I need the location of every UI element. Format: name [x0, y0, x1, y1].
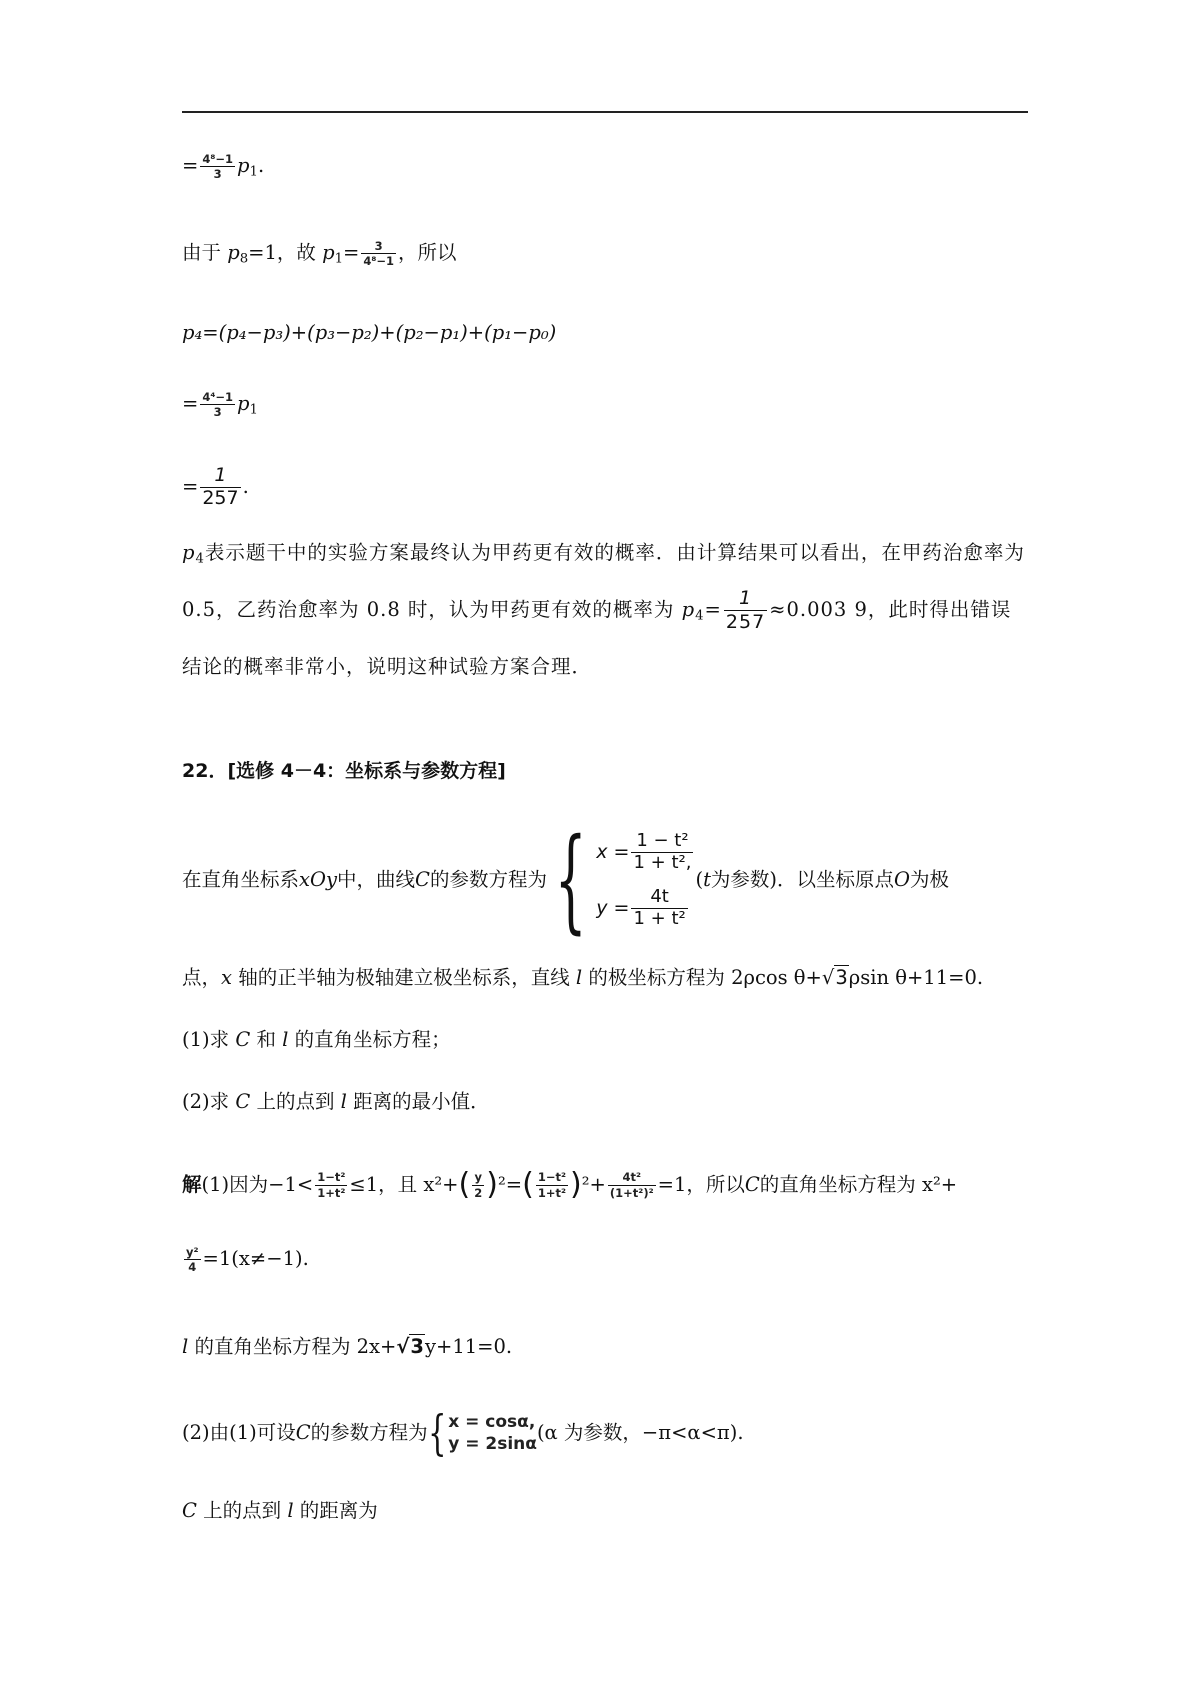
left-brace: {	[427, 1405, 447, 1461]
text: 的极坐标方程为 2ρcos θ+	[582, 966, 822, 989]
curve-c: C	[235, 1028, 251, 1051]
text: =1，故	[248, 241, 323, 264]
text: y+11=0.	[424, 1335, 513, 1358]
equals-sign: =	[182, 392, 199, 415]
radicand: 3	[835, 966, 848, 989]
y-equals: y =	[596, 897, 630, 919]
x-equals: x =	[596, 841, 630, 863]
equals-sign: =	[182, 154, 199, 177]
question-22-title	[182, 757, 506, 785]
text: 为极	[910, 868, 950, 891]
curve-c: C	[295, 1421, 311, 1444]
fraction	[472, 1171, 484, 1198]
fraction-numerator: 1	[200, 466, 240, 488]
text: 由于	[182, 241, 228, 264]
text: =1，所以	[657, 1173, 745, 1196]
fraction-denominator: 3	[213, 167, 222, 181]
curve-c: C	[182, 1499, 197, 1522]
fraction-denominator: 257	[202, 486, 239, 509]
subscript: 1	[249, 164, 258, 180]
fraction-denominator: 4	[188, 1260, 197, 1274]
system-row-x	[596, 824, 695, 880]
text: 轴的正半轴为极轴建立极坐标系，直线	[232, 966, 576, 989]
subscript: 4	[195, 551, 205, 567]
fraction-numerator: y	[472, 1171, 484, 1185]
right-paren: )	[486, 1167, 498, 1202]
text: (α 为参数，−π<α<π).	[536, 1421, 744, 1444]
text: 的参数方程为	[429, 868, 547, 891]
left-paren: (	[522, 1167, 534, 1202]
question-22-body-line-1	[182, 812, 949, 948]
equation-line-4	[182, 390, 258, 418]
line-l: l	[575, 966, 583, 989]
text: 距离的最小值．	[346, 1090, 490, 1113]
fraction-numerator: 1 − t²	[631, 832, 693, 853]
variable-p: p	[182, 541, 196, 564]
period: .	[242, 474, 249, 498]
fraction	[536, 1171, 568, 1198]
question-22-body-line-2	[182, 964, 983, 992]
coordinate-system-name: xOy	[299, 868, 338, 891]
text: 的直角坐标方程为 x²+	[759, 1173, 958, 1196]
fraction	[631, 885, 687, 929]
fraction-denominator: 1+t²	[317, 1185, 346, 1200]
system-row-y	[596, 880, 695, 936]
fraction-numerator: 4⁸−1	[202, 151, 234, 166]
fraction-numerator: 3	[361, 240, 396, 254]
fraction	[724, 588, 767, 633]
variable-p: p	[237, 392, 250, 415]
text: ²=	[497, 1173, 523, 1196]
solution-label: 解	[182, 1173, 202, 1196]
curve-c: C	[415, 868, 430, 891]
text: (1)求	[182, 1028, 236, 1051]
variable-t: t	[703, 868, 711, 891]
square-root: √3	[821, 966, 848, 989]
variable-p: p	[237, 154, 250, 177]
line-l: l	[182, 1335, 189, 1358]
text: (2)求	[182, 1090, 236, 1113]
text: 的直角坐标方程为 2x+	[188, 1335, 397, 1358]
solution-line-3	[182, 1333, 512, 1361]
curve-c: C	[235, 1090, 251, 1113]
fraction	[315, 1171, 347, 1198]
curve-c: C	[744, 1173, 760, 1196]
line-l: l	[340, 1090, 347, 1113]
equals-sign: =	[182, 474, 199, 498]
equals-sign: =	[343, 241, 360, 264]
text: 为参数)．以坐标原点	[710, 868, 895, 891]
fraction-numerator: y²	[186, 1244, 199, 1259]
solution-line-4	[182, 1405, 744, 1461]
fraction-denominator: 2	[474, 1185, 483, 1200]
fraction-numerator: 1−t²	[317, 1170, 346, 1185]
fraction-numerator: 4⁴−1	[202, 389, 234, 404]
fraction-numerator: 4t²	[608, 1171, 656, 1185]
text: 的距离为	[293, 1499, 378, 1522]
system-rows	[596, 824, 695, 936]
equals-sign: =	[704, 598, 722, 621]
text: 点，	[182, 966, 222, 989]
fraction-denominator: 1 + t²,	[633, 851, 692, 873]
solution-line-1	[182, 1163, 957, 1207]
origin-o: O	[894, 868, 911, 891]
text: 在直角坐标系	[182, 868, 300, 891]
fraction	[200, 466, 240, 509]
variable-p: p	[681, 598, 696, 621]
text: =1(x≠−1).	[202, 1247, 309, 1270]
subscript: 4	[695, 608, 705, 624]
equation-line-5	[182, 466, 249, 509]
fraction	[200, 153, 235, 180]
fraction-denominator: 257	[725, 611, 766, 633]
subscript: 8	[239, 251, 249, 267]
right-paren: )	[570, 1167, 582, 1202]
text: 上的点到	[250, 1090, 341, 1113]
fraction	[631, 829, 693, 873]
line-l: l	[287, 1499, 294, 1522]
text: 中，曲线	[337, 868, 416, 891]
period: .	[257, 154, 265, 177]
equation-line-1	[182, 152, 264, 180]
fraction	[200, 391, 235, 418]
fraction	[361, 240, 396, 267]
text: (2)由(1)可设	[182, 1421, 296, 1444]
fraction-denominator: 1 + t²	[633, 907, 686, 929]
fraction	[184, 1246, 201, 1273]
equation-line-3	[182, 319, 556, 347]
fraction-denominator: (1+t²)²	[609, 1185, 654, 1200]
fraction-denominator: 4⁸−1	[363, 254, 395, 268]
sub-question-1	[182, 1026, 451, 1054]
variable-x: x	[221, 966, 233, 989]
solution-line-5	[182, 1497, 378, 1525]
text: ²+	[581, 1173, 606, 1196]
line-l: l	[282, 1028, 289, 1051]
text: 的参数方程为	[310, 1421, 428, 1444]
text: 和	[250, 1028, 283, 1051]
fraction-denominator: 1+t²	[537, 1185, 567, 1200]
system-rows	[448, 1411, 537, 1455]
header-rule	[182, 111, 1028, 113]
fraction-numerator: 1	[724, 588, 767, 611]
text: 表示题干中的实验方案最终认为甲药更有效的概率．由计算结果可以看出，在甲药治愈率为 0.5，乙药治愈率为 0.8 时，认为甲药更有效的概率为	[182, 541, 1025, 621]
conclusion-paragraph	[182, 524, 1028, 695]
solution-line-2	[182, 1245, 309, 1273]
fraction-numerator: 1−t²	[537, 1170, 567, 1185]
telescoping-sum: p₄=(p₄−p₃)+(p₃−p₂)+(p₂−p₁)+(p₁−p₀)	[182, 321, 557, 344]
sub-question-2	[182, 1088, 490, 1116]
parametric-system-alpha	[427, 1405, 537, 1461]
text: ≤1，且 x²+	[349, 1173, 459, 1196]
text: (1)因为−1<	[201, 1173, 314, 1196]
question-heading: 22．[选修 4－4：坐标系与参数方程]	[182, 760, 506, 782]
system-row-x: x = cosα,	[448, 1412, 536, 1432]
parametric-system	[547, 815, 695, 945]
system-row-y: y = 2sinα	[448, 1434, 537, 1454]
fraction	[608, 1171, 656, 1198]
subscript: 1	[334, 251, 343, 267]
text: ，所以	[398, 241, 457, 264]
radicand: 3	[410, 1335, 424, 1358]
equation-line-2	[182, 239, 457, 267]
fraction-numerator: 4t	[631, 888, 687, 909]
variable-p: p	[227, 241, 240, 264]
text: ρsin θ+11=0.	[848, 966, 984, 989]
text: ≈0.003 9，此时得出错误结论的概率非常小，说明这种试验方案合理．	[182, 598, 1012, 678]
text: 上的点到	[196, 1499, 288, 1522]
square-root: √3	[396, 1335, 424, 1358]
left-brace: {	[554, 815, 587, 945]
variable-p: p	[322, 241, 335, 264]
text: 的直角坐标方程；	[288, 1028, 451, 1051]
fraction-denominator: 3	[213, 405, 222, 419]
subscript: 1	[249, 402, 258, 418]
text: (	[695, 868, 704, 891]
left-paren: (	[458, 1167, 471, 1202]
